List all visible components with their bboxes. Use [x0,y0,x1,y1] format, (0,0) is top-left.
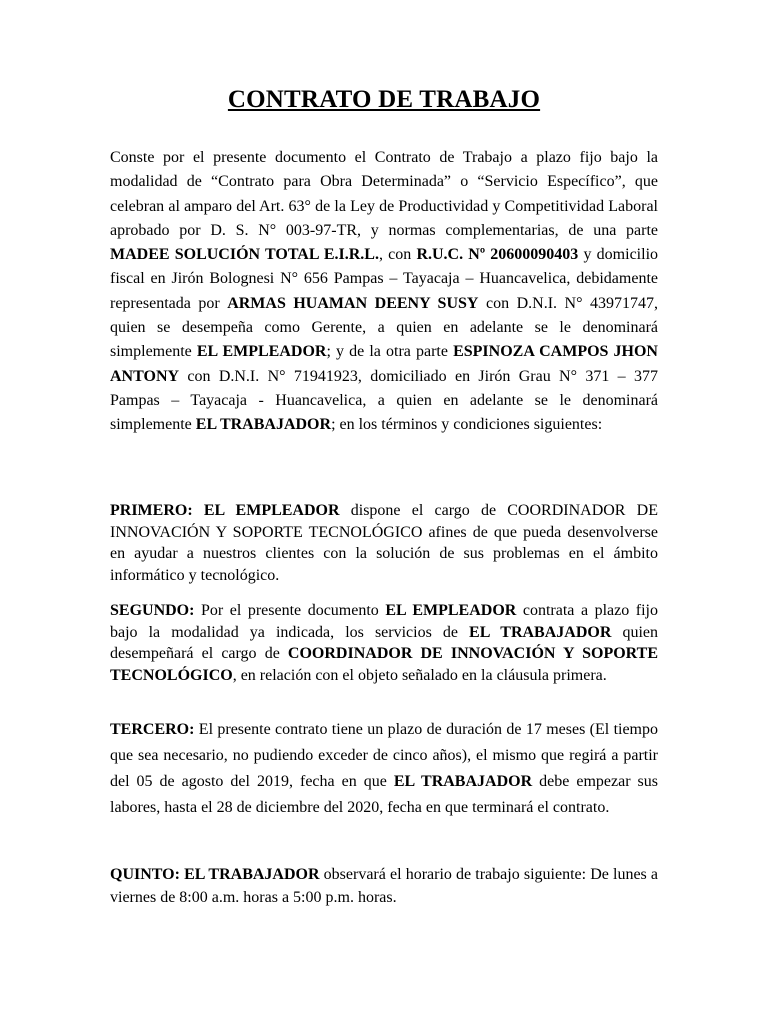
clause-primero-employer: EL EMPLEADOR [203,502,340,519]
clause-quinto-text: observará el horario de trabajo siguiente: De lunes a viernes de 8:00 a.m. horas a 5:00 p.m. horas. [110,866,659,906]
clause-primero-label: PRIMERO: [110,502,193,519]
clause-segundo-text-2: contrata a plazo fijo bajo la modalidad ya indicada, los servicios de [110,602,658,641]
clause-segundo-worker: EL TRABAJADOR [469,623,612,641]
clause-quinto-worker: EL TRABAJADOR [184,866,320,883]
intro-text-6: con D.N.I. N° 71941923, domiciliado en Jirón Grau N° 371 – 377 Pampas – Tayacaja - Huancavelica, a quien en adelante se le denominará simplemente [110,367,658,434]
clause-segundo-label: SEGUNDO: [110,602,195,619]
intro-text-4: con D.N.I. N° 43971747, quien se desempeña como Gerente, a quien en adelante se le denominará simplemente [110,294,658,361]
intro-text-7: ; en los términos y condiciones siguientes: [331,416,603,434]
clause-segundo-text-3: quien desempeñará el cargo de [110,623,659,662]
document-title: CONTRATO DE TRABAJO [227,86,541,113]
clause-primero-text: dispone el cargo de COORDINADOR DE INNOVACIÓN Y SOPORTE TECNOLÓGICO afines de que pueda desenvolverse en ayudar a nuestros clientes con la solución de sus problemas en el ámbito informático y tecnológico. [110,502,659,584]
clause-quinto-label: QUINTO: [110,866,180,883]
clause-primero-space [193,502,204,519]
clause-segundo-text-4: , en relación con el objeto señalado en la cláusula primera. [232,666,607,684]
clause-tercero-label: TERCERO: [110,721,195,738]
clause-segundo-employer: EL EMPLEADOR [385,602,517,619]
clause-segundo-text-1: Por el presente documento [194,602,386,619]
representative-name: ARMAS HUAMAN DEENY SUSY [227,294,479,312]
worker-term: EL TRABAJADOR [195,416,332,434]
intro-text-2: , con [378,246,417,264]
employer-term: EL EMPLEADOR [196,343,327,361]
company-name: MADEE SOLUCIÓN TOTAL E.I.R.L. [110,246,379,264]
intro-text-3: y domicilio fiscal en Jirón Bolognesi N° 656 Pampas – Tayacaja – Huancavelica, debidamente representada por [110,246,659,312]
intro-text-5: ; y de la otra parte [326,343,454,361]
clause-segundo [110,600,658,686]
company-ruc: R.U.C. Nº 20600090403 [416,246,579,264]
clause-quinto [110,863,658,909]
clause-tercero-text-1: El presente contrato tiene un plazo de duración de 17 meses (El tiempo que sea necesario, no pudiendo exceder de cinco años), el mismo que regirá a partir del 05 de agosto del 2019, fecha en que [110,721,658,790]
clause-primero [110,500,658,586]
clause-tercero-text-2: debe empezar sus labores, hasta el 28 de diciembre del 2020, fecha en que terminará el contrato. [110,773,658,816]
worker-name: ESPINOZA CAMPOS JHON ANTONY [110,343,658,385]
clause-segundo-position: COORDINADOR DE INNOVACIÓN Y SOPORTE TECNOLÓGICO [110,645,658,684]
intro-text-1: Conste por el presente documento el Contrato de Trabajo a plazo fijo bajo la modalidad de “Contrato para Obra Determinada” o “Servicio Específico”, que celebran al amparo del Art. 63° de la Ley de Productividad y Competitividad Laboral aprobado por D. S. N° 003-97-TR, y normas complementarias, de una parte [110,149,658,239]
intro-paragraph [110,146,658,438]
clause-tercero [110,717,658,821]
clause-tercero-worker: EL TRABAJADOR [393,773,533,790]
